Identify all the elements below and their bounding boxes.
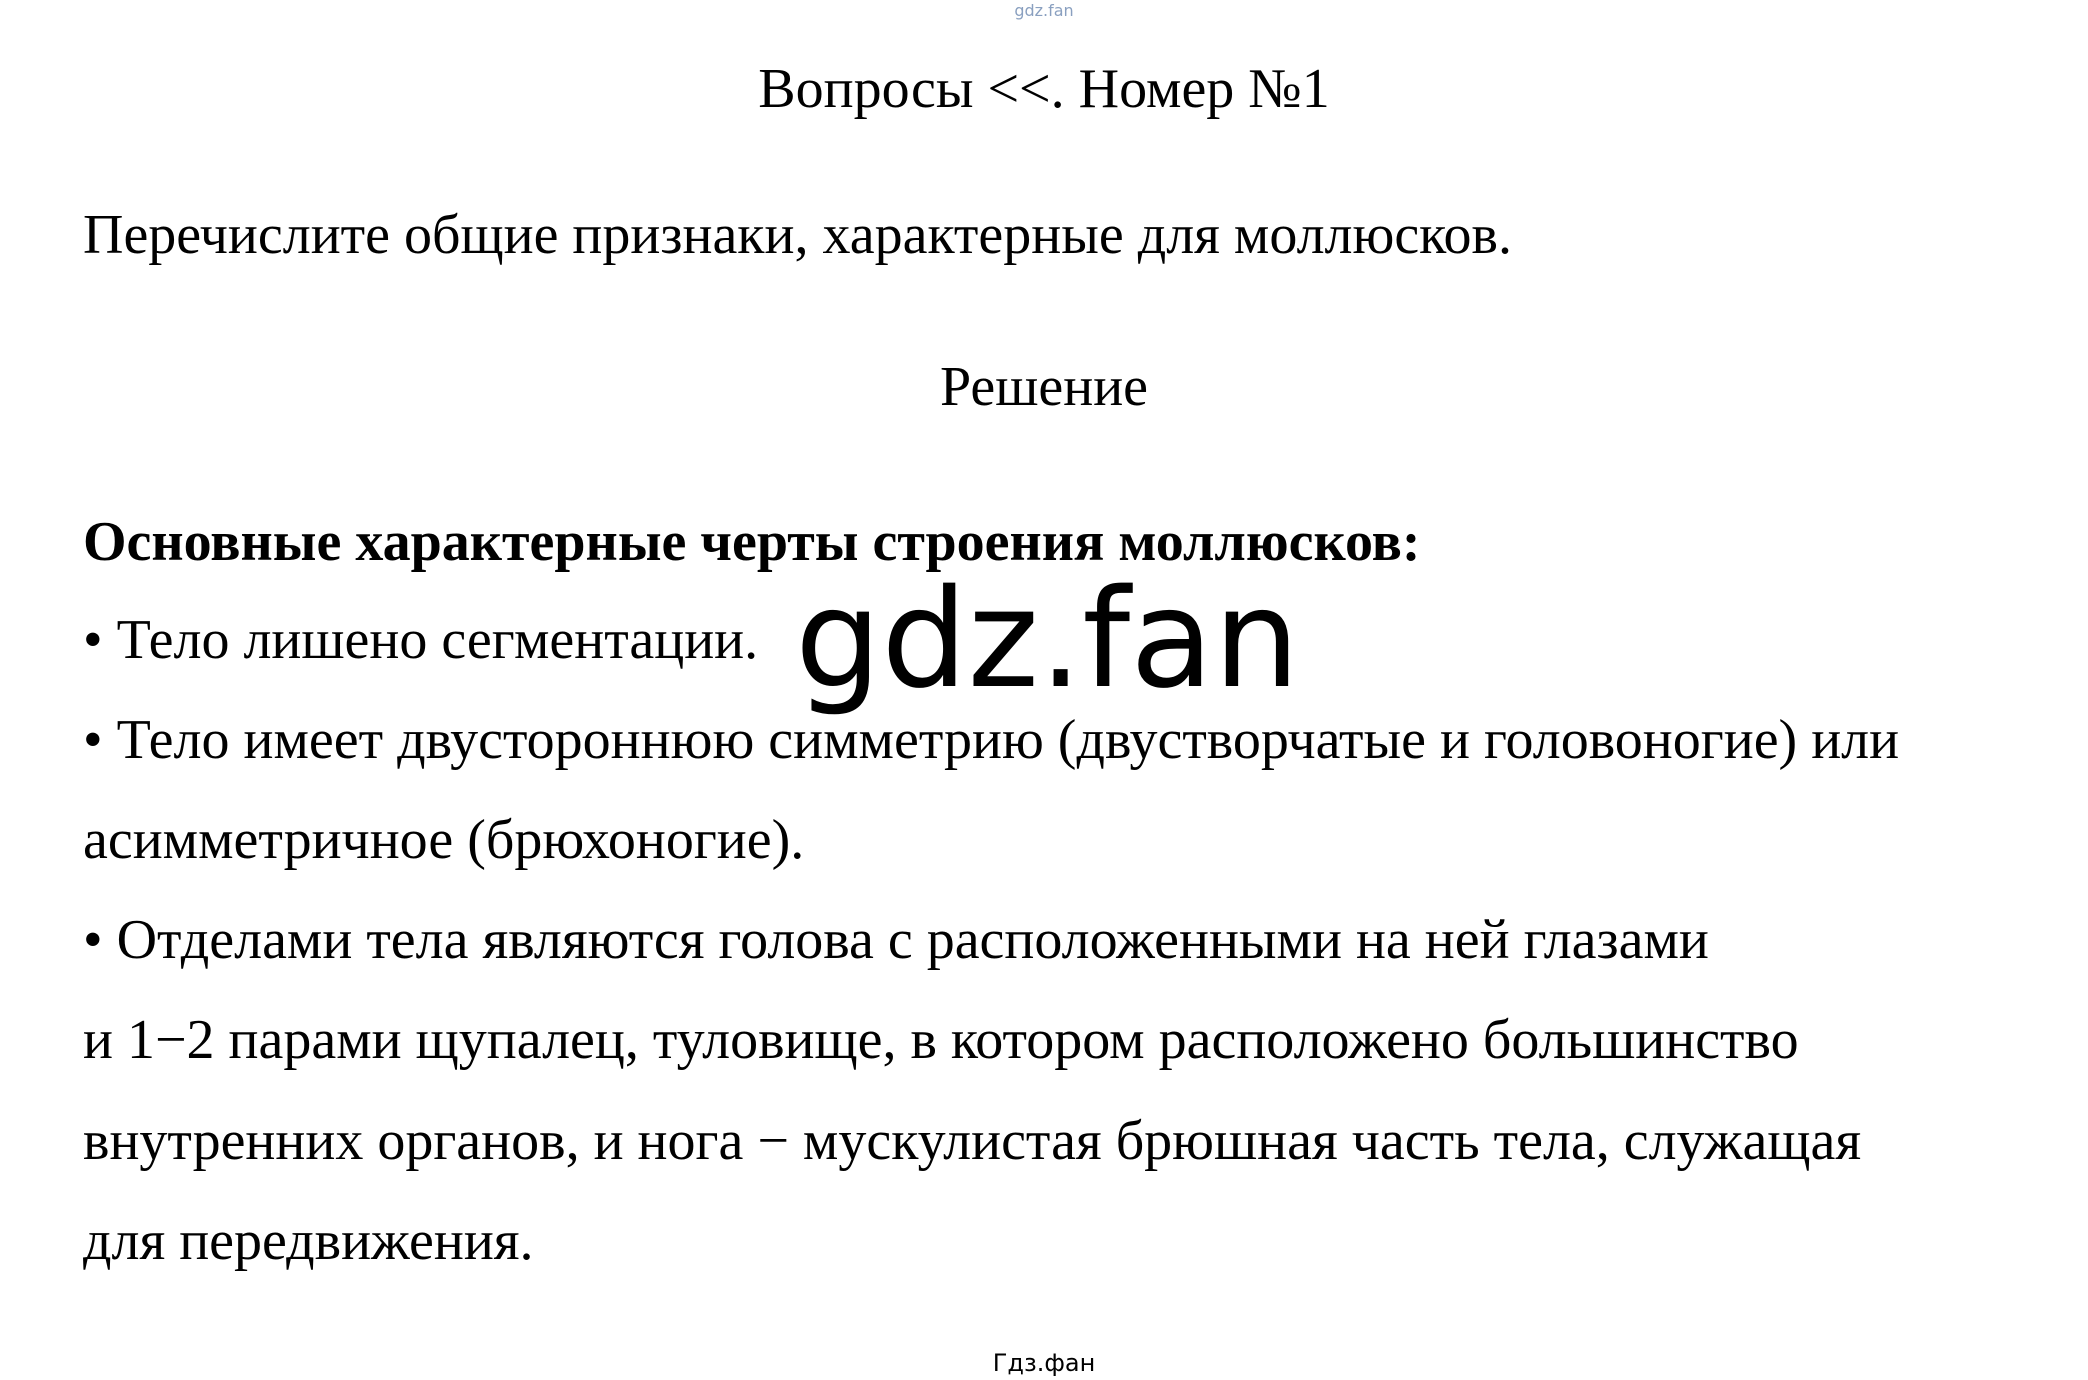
answer-line: внутренних органов, и нога − мускулистая брюшная часть тела, служащая bbox=[83, 1110, 1862, 1172]
center-watermark: gdz.fan bbox=[795, 561, 1300, 719]
answer-line: • Тело имеет двустороннюю симметрию (двустворчатые и головоногие) или bbox=[83, 709, 1900, 771]
page-title: Вопросы <<. Номер №1 bbox=[758, 58, 1330, 120]
top-watermark: gdz.fan bbox=[1014, 1, 1074, 20]
answer-line: • Отделами тела являются голова с расположенными на ней глазами bbox=[83, 909, 1709, 971]
answer-line: • Тело лишено сегментации. bbox=[83, 609, 759, 671]
solution-heading: Решение bbox=[939, 356, 1149, 418]
answer-heading: Основные характерные черты строения моллюсков: bbox=[83, 511, 1421, 573]
answer-line: асимметричное (брюхоногие). bbox=[83, 809, 805, 871]
bottom-watermark: Гдз.фан bbox=[992, 1349, 1096, 1377]
answer-line: для передвижения. bbox=[83, 1210, 534, 1272]
answer-line: и 1−2 парами щупалец, туловище, в котором расположено большинство bbox=[83, 1009, 1799, 1071]
question-text: Перечислите общие признаки, характерные для моллюсков. bbox=[83, 204, 1512, 266]
